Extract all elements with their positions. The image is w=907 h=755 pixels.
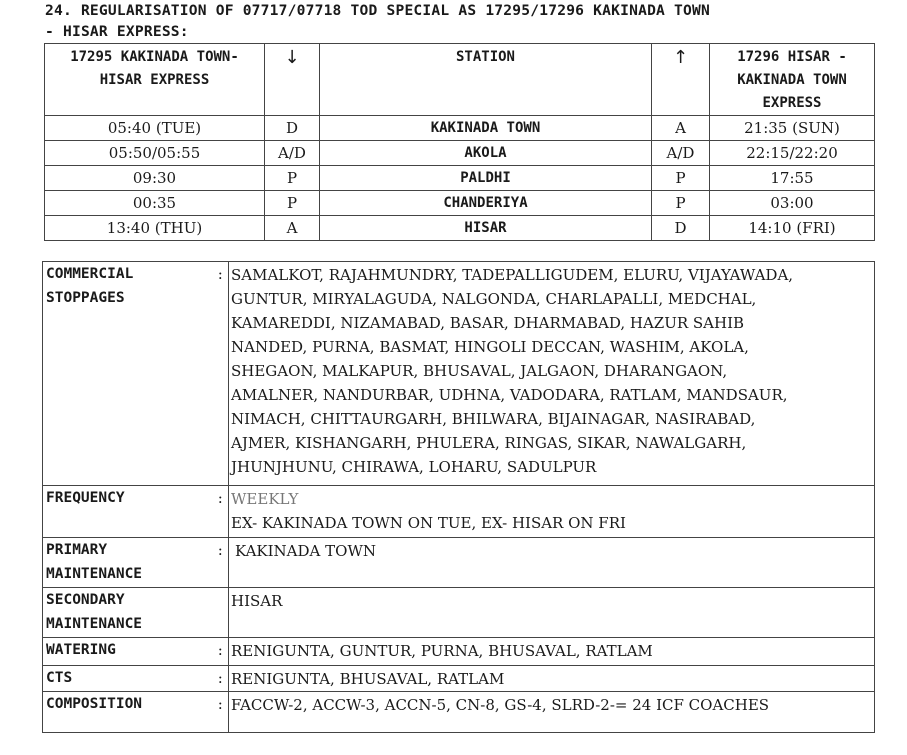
cts-row: [43, 666, 875, 692]
station-name: PALDHI: [320, 166, 652, 191]
down-time: 00:35: [45, 191, 265, 216]
station-name: CHANDERIYA: [320, 191, 652, 216]
watering-label: WATERING: [43, 638, 213, 666]
secondary-maintenance-label: [43, 588, 213, 638]
cts-value: RENIGUNTA, BHUSAVAL, RATLAM: [229, 666, 875, 692]
frequency-days: EX- KAKINADA TOWN ON TUE, EX- HISAR ON FRI: [231, 514, 626, 532]
stoppage-line: NANDED, PURNA, BASMAT, HINGOLI DECCAN, WASHIM, AKOLA,: [231, 338, 749, 356]
up-code: D: [652, 216, 710, 241]
primary-maintenance-row: [43, 538, 875, 588]
frequency-weekly: WEEKLY: [231, 490, 299, 508]
down-time: 09:30: [45, 166, 265, 191]
composition-label: COMPOSITION: [43, 692, 213, 733]
down-code: A: [265, 216, 320, 241]
down-code: P: [265, 191, 320, 216]
watering-value: RENIGUNTA, GUNTUR, PURNA, BHUSAVAL, RATLAM: [229, 638, 875, 666]
station-header: STATION: [320, 44, 652, 116]
frequency-row: [43, 486, 875, 538]
watering-row: [43, 638, 875, 666]
up-time: 14:10 (FRI): [710, 216, 875, 241]
down-code: A/D: [265, 141, 320, 166]
secondary-maintenance-value: HISAR: [229, 588, 875, 638]
heading-line-2: - HISAR EXPRESS:: [45, 23, 189, 40]
up-time: 03:00: [710, 191, 875, 216]
frequency-value: [229, 486, 875, 538]
table-row: [45, 216, 875, 241]
table-row: [45, 191, 875, 216]
stoppage-line: KAMAREDDI, NIZAMABAD, BASAR, DHARMABAD, HAZUR SAHIB: [231, 314, 745, 332]
up-code: P: [652, 166, 710, 191]
stoppages-label-line-2: STOPPAGES: [46, 290, 125, 306]
stoppages-row: [43, 262, 875, 486]
primary-maintenance-value: KAKINADA TOWN: [229, 538, 875, 588]
primary-label-line-1: PRIMARY: [46, 542, 108, 558]
stoppage-line: NIMACH, CHITTAURGARH, BHILWARA, BIJAINAGAR, NASIRABAD,: [231, 410, 756, 428]
colon: :: [213, 666, 229, 692]
table-row: [45, 116, 875, 141]
composition-value: FACCW-2, ACCW-3, ACCN-5, CN-8, GS-4, SLRD-2-= 24 ICF COACHES: [229, 692, 875, 733]
up-time: 17:55: [710, 166, 875, 191]
down-time: 05:50/05:55: [45, 141, 265, 166]
heading-line-1: 24. REGULARISATION OF 07717/07718 TOD SPECIAL AS 17295/17296 KAKINADA TOWN: [45, 2, 710, 19]
up-time: 21:35 (SUN): [710, 116, 875, 141]
cts-label: CTS: [43, 666, 213, 692]
colon: :: [213, 638, 229, 666]
up-time: 22:15/22:20: [710, 141, 875, 166]
station-name: HISAR: [320, 216, 652, 241]
timetable: [44, 43, 875, 241]
up-arrow-icon: ↑: [652, 44, 710, 116]
down-arrow-icon: ↓: [265, 44, 320, 116]
primary-maintenance-label: [43, 538, 213, 588]
stoppage-line: SHEGAON, MALKAPUR, BHUSAVAL, JALGAON, DHARANGAON,: [231, 362, 728, 380]
station-name: KAKINADA TOWN: [320, 116, 652, 141]
stoppage-line: GUNTUR, MIRYALAGUDA, NALGONDA, CHARLAPALLI, MEDCHAL,: [231, 290, 757, 308]
frequency-label: FREQUENCY: [43, 486, 213, 538]
left-train-header: 17295 KAKINADA TOWN- HISAR EXPRESS: [45, 44, 265, 116]
down-time: 05:40 (TUE): [45, 116, 265, 141]
stoppages-label: [43, 262, 213, 486]
secondary-label-line-1: SECONDARY: [46, 592, 125, 608]
stoppage-line: SAMALKOT, RAJAHMUNDRY, TADEPALLIGUDEM, ELURU, VIJAYAWADA,: [231, 266, 794, 284]
colon: :: [213, 692, 229, 733]
stoppage-line: JHUNJHUNU, CHIRAWA, LOHARU, SADULPUR: [231, 458, 597, 476]
colon: :: [213, 538, 229, 588]
timetable-header-row: [45, 44, 875, 116]
up-code: A: [652, 116, 710, 141]
down-code: D: [265, 116, 320, 141]
down-code: P: [265, 166, 320, 191]
table-row: [45, 166, 875, 191]
colon-empty: [213, 588, 229, 638]
secondary-label-line-2: MAINTENANCE: [46, 616, 143, 632]
colon: :: [213, 262, 229, 486]
details-table: [42, 261, 875, 733]
right-train-header: 17296 HISAR - KAKINADA TOWN EXPRESS: [710, 44, 875, 116]
up-code: A/D: [652, 141, 710, 166]
station-name: AKOLA: [320, 141, 652, 166]
stoppages-value: [229, 262, 875, 486]
down-time: 13:40 (THU): [45, 216, 265, 241]
stoppage-line: AJMER, KISHANGARH, PHULERA, RINGAS, SIKAR, NAWALGARH,: [231, 434, 747, 452]
table-row: [45, 141, 875, 166]
up-code: P: [652, 191, 710, 216]
stoppage-line: AMALNER, NANDURBAR, UDHNA, VADODARA, RATLAM, MANDSAUR,: [231, 386, 788, 404]
stoppages-label-line-1: COMMERCIAL: [46, 266, 134, 282]
section-heading: [45, 0, 895, 42]
colon: :: [213, 486, 229, 538]
primary-label-line-2: MAINTENANCE: [46, 566, 143, 582]
composition-row: [43, 692, 875, 733]
secondary-maintenance-row: [43, 588, 875, 638]
